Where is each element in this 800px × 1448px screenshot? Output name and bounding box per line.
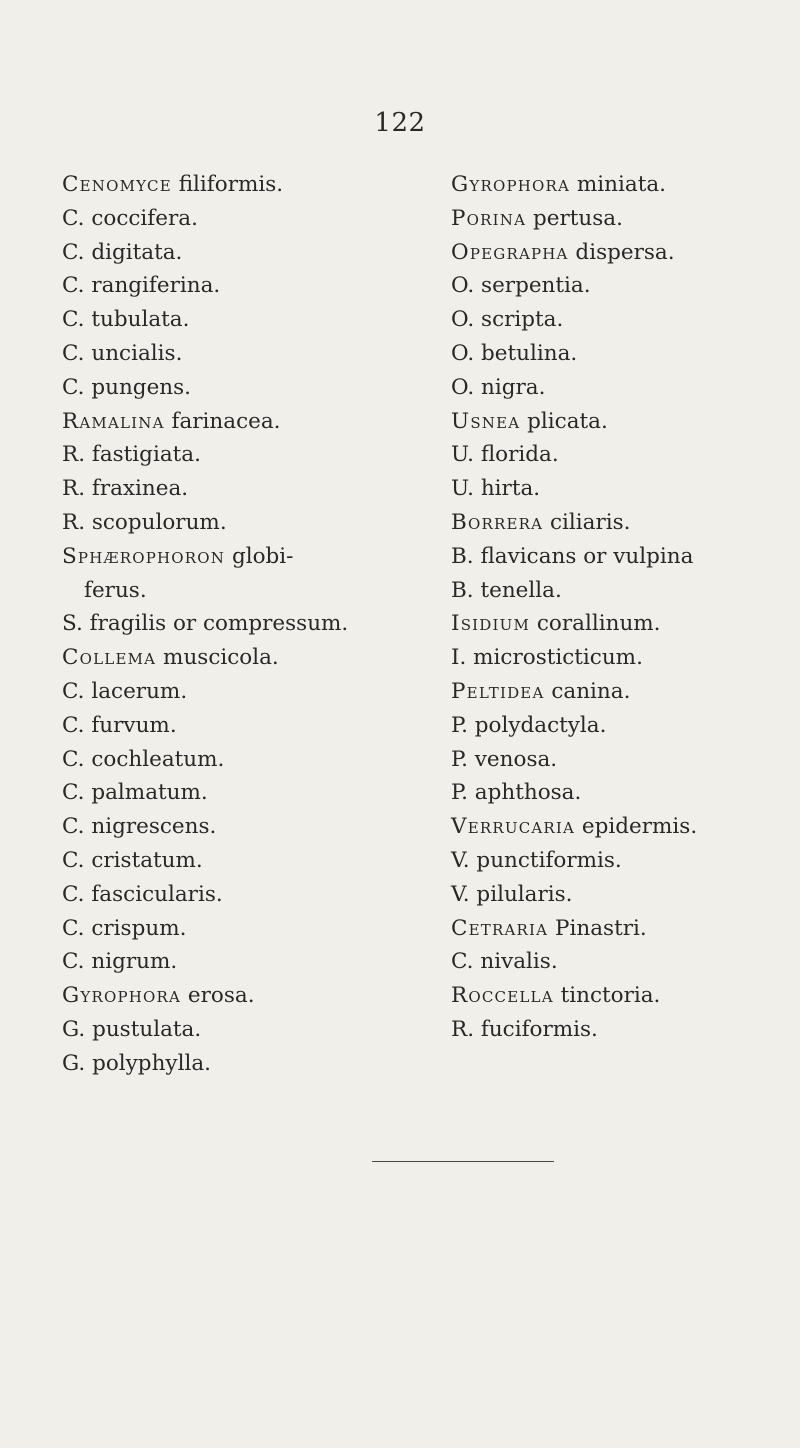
list-item	[451, 371, 796, 405]
list-item	[62, 878, 462, 912]
genus-name: Gyrophora	[451, 172, 571, 197]
species-list-left	[62, 168, 462, 1081]
list-item	[62, 540, 462, 574]
species-text: I. microsticticum.	[451, 645, 643, 671]
genus-name: Ramalina	[62, 408, 165, 434]
list-item	[62, 844, 462, 878]
list-item	[62, 472, 462, 506]
list-item	[451, 776, 796, 810]
species-list-right	[451, 168, 796, 1047]
species-text: O. serpentia.	[451, 273, 591, 299]
genus-name: Collema	[62, 645, 157, 671]
genus-name: Isidium	[451, 611, 531, 637]
species-text: C. rangiferina.	[62, 273, 221, 299]
species-text: canina.	[544, 678, 631, 704]
list-item	[62, 236, 462, 270]
list-item	[451, 844, 796, 878]
list-item	[62, 405, 462, 439]
list-item	[62, 709, 462, 743]
list-item	[62, 675, 462, 709]
species-text: filiformis.	[171, 172, 284, 197]
genus-name: Borrera	[451, 509, 544, 535]
list-item	[451, 236, 796, 270]
list-item	[62, 506, 462, 540]
species-text: C. nivalis.	[451, 949, 558, 975]
genus-name: Verrucaria	[451, 814, 576, 840]
species-text: plicata.	[520, 408, 608, 434]
species-text: G. pustulata.	[62, 1016, 202, 1042]
list-item	[62, 303, 462, 337]
list-item	[451, 675, 796, 709]
genus-name: Gyrophora	[62, 983, 182, 1009]
list-item	[62, 168, 462, 202]
species-text: C. furvum.	[62, 712, 177, 738]
species-text: corallinum.	[530, 611, 661, 637]
list-item	[451, 337, 796, 371]
genus-name: Sphærophoron	[62, 543, 226, 569]
species-text: C. crispum.	[62, 915, 187, 941]
species-text: C. cochleatum.	[62, 746, 225, 772]
list-item	[451, 168, 796, 202]
species-text: farinacea.	[164, 408, 281, 434]
list-item	[451, 810, 796, 844]
list-item	[451, 912, 796, 946]
list-item	[451, 709, 796, 743]
list-item	[62, 912, 462, 946]
list-item	[62, 979, 462, 1013]
species-text: U. hirta.	[451, 476, 541, 502]
list-item	[451, 303, 796, 337]
species-text: S. fragilis or compressum.	[62, 611, 349, 637]
genus-name: Usnea	[451, 408, 521, 434]
list-item	[62, 438, 462, 472]
list-item	[451, 979, 796, 1013]
species-text: O. scripta.	[451, 307, 564, 333]
species-text: V. pilularis.	[451, 881, 573, 907]
genus-name: Peltidea	[451, 678, 545, 704]
species-text: pertusa.	[526, 205, 623, 231]
list-item	[62, 269, 462, 303]
species-text: R. fuciformis.	[451, 1016, 598, 1042]
species-text: C. tubulata.	[62, 307, 190, 333]
species-text: O. betulina.	[451, 340, 578, 366]
list-item	[451, 574, 796, 608]
species-text: Pinastri.	[548, 915, 647, 941]
species-text: C. digitata.	[62, 239, 183, 265]
list-item	[62, 1047, 462, 1081]
list-item	[451, 641, 796, 675]
list-item	[451, 945, 796, 979]
species-text: B. tenella.	[451, 577, 562, 603]
list-item	[451, 506, 796, 540]
species-text: C. palmatum.	[62, 780, 208, 806]
genus-name: Porina	[451, 205, 527, 231]
list-item	[62, 607, 462, 641]
species-text: V. punctiformis.	[451, 847, 622, 873]
species-text: B. flavicans or vulpina	[451, 543, 694, 569]
species-text: C. uncialis.	[62, 340, 183, 366]
species-text: R. fastigiata.	[62, 442, 201, 468]
list-item	[451, 405, 796, 439]
species-text: C. nigrum.	[62, 949, 178, 975]
species-text: R. fraxinea.	[62, 476, 189, 502]
list-item	[62, 945, 462, 979]
list-item	[62, 202, 462, 236]
list-item	[451, 540, 796, 574]
list-item	[451, 878, 796, 912]
list-item	[62, 1013, 462, 1047]
list-item	[62, 776, 462, 810]
species-text: U. florida.	[451, 442, 559, 468]
list-item	[451, 1013, 796, 1047]
list-item	[62, 371, 462, 405]
list-item	[451, 472, 796, 506]
species-text: C. cristatum.	[62, 847, 203, 873]
list-item	[62, 641, 462, 675]
list-item-continuation	[62, 574, 462, 608]
species-text: P. aphthosa.	[451, 780, 582, 806]
genus-name: Cetraria	[451, 915, 549, 941]
genus-name: Opegrapha	[451, 239, 569, 265]
species-text: P. venosa.	[451, 746, 558, 772]
species-text: erosa.	[181, 983, 255, 1009]
list-item	[62, 337, 462, 371]
list-item	[62, 743, 462, 777]
species-text: tinctoria.	[553, 983, 661, 1009]
list-item	[451, 607, 796, 641]
species-text: C. nigrescens.	[62, 814, 217, 840]
list-item	[451, 202, 796, 236]
species-text: muscicola.	[156, 645, 279, 671]
list-item	[451, 438, 796, 472]
species-text: C. lacerum.	[62, 678, 188, 704]
end-rule	[372, 1161, 554, 1162]
page-number: 122	[374, 108, 426, 138]
genus-name: Roccella	[451, 983, 554, 1009]
species-text: P. polydactyla.	[451, 712, 607, 738]
species-text: miniata.	[570, 172, 667, 197]
species-text: R. scopulorum.	[62, 509, 227, 535]
species-text: O. nigra.	[451, 374, 546, 400]
species-text: globi-	[225, 543, 294, 569]
list-item	[451, 743, 796, 777]
genus-name: Cenomyce	[62, 172, 172, 197]
species-text: C. fascicularis.	[62, 881, 223, 907]
species-text: dispersa.	[568, 239, 675, 265]
list-item	[451, 269, 796, 303]
species-text: G. polyphylla.	[62, 1050, 211, 1076]
list-item	[62, 810, 462, 844]
species-text: ciliaris.	[543, 509, 631, 535]
species-text: C. coccifera.	[62, 205, 198, 231]
species-text: ferus.	[84, 577, 147, 603]
species-text: epidermis.	[575, 814, 698, 840]
species-text: C. pungens.	[62, 374, 192, 400]
